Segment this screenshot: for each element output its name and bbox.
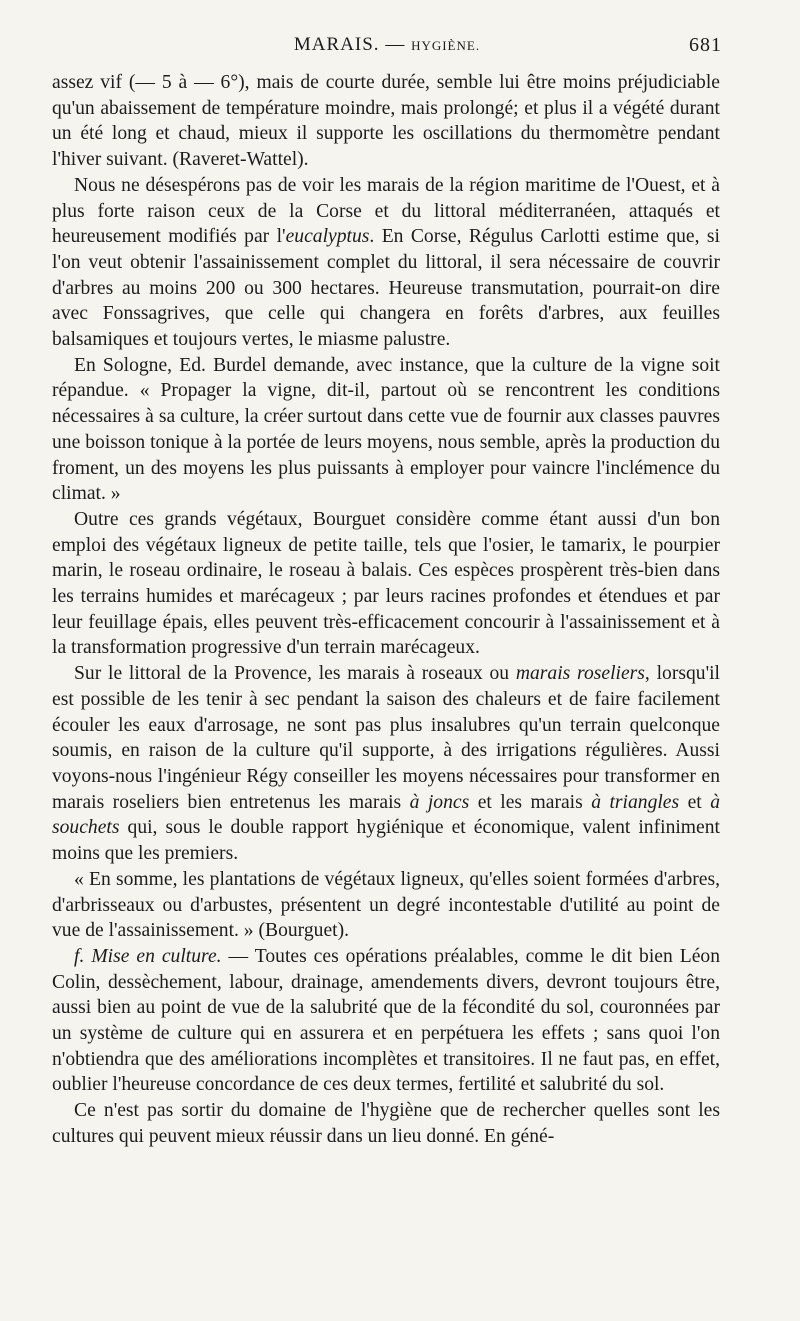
paragraph-8 bbox=[52, 1098, 720, 1149]
paragraph-4 bbox=[52, 507, 720, 661]
paragraph-5-italic-2: à joncs bbox=[409, 791, 470, 813]
paragraph-3 bbox=[52, 353, 720, 507]
body-text bbox=[52, 70, 720, 1150]
section-title: HYGIÈNE. bbox=[411, 38, 481, 53]
paragraph-2-text-b: . En Corse, Régulus Carlotti estime que, si l'on veut obtenir l'assainissement complet du littoral, il sera nécessaire de couvrir d'arbres au moins 200 ou 300 hectares. Heureuse transmutation, pourrait-on dire avec Fonssagrives, que celle qui changera en forêts d'arbres, aux feuilles balsamiques et toujours vertes, le miasme palustre. bbox=[52, 226, 720, 351]
paragraph-5-text-b: , lorsqu'il est possible de les tenir à sec pendant la saison des chaleurs et de faire facilement écouler les eaux d'arrosage, ne sont pas plus insalubres qu'un terrain quelconque soumis, en raison de la culture qu'il supporte, à des irrigations régulières. Aussi voyons-nous l'ingénieur Régy conseiller les moyens nécessaires pour transformer en marais roseliers bien entretenus les marais bbox=[52, 663, 721, 813]
paragraph-5-text-d: et bbox=[679, 791, 711, 813]
paragraph-3-text: En Sologne, Ed. Burdel demande, avec instance, que la culture de la vigne soit répandue. « Propager la vigne, dit-il, partout où se rencontrent les conditions nécessaires à sa culture, la créer surtout dans cette vue de fournir aux classes pauvres une boisson tonique à la portée de leurs moyens, nous semble, après la production du froment, un des moyens les plus puissants à employer pour vaincre l'inclémence du climat. » bbox=[52, 354, 720, 505]
paragraph-4-text: Outre ces grands végétaux, Bourguet considère comme étant aussi d'un bon emploi des végétaux ligneux de petite taille, tels que l'osier, le tamarix, le pourpier marin, le roseau ordinaire, le roseau à balais. Ces espèces prospèrent très-bien dans les terrains humides et marécageux ; par leurs racines profondes et étendues et par leur feuillage épais, elles peuvent très-efficacement concourir à l'assainissement et à la transformation progressive d'un terrain marécageux. bbox=[52, 508, 720, 659]
paragraph-7 bbox=[52, 944, 720, 1098]
paragraph-6-text: « En somme, les plantations de végétaux ligneux, qu'elles soient formées d'arbres, d'arbrisseaux ou d'arbustes, présentent un degré incontestable d'utilité au point de vue de l'assainissement. » (Bourguet). bbox=[52, 868, 720, 942]
paragraph-1 bbox=[52, 70, 720, 173]
paragraph-5 bbox=[52, 661, 720, 867]
title-dash: — bbox=[385, 34, 406, 55]
running-head-title bbox=[52, 34, 722, 56]
paragraph-5-italic-3: à triangles bbox=[591, 791, 680, 813]
page-number: 681 bbox=[689, 34, 722, 56]
paragraph-7-text: — Toutes ces opérations préalables, comme le dit bien Léon Colin, dessèchement, labour, drainage, amendements divers, devront toujours être, aussi bien au point de vue de la salubrité que de la fécondité du sol, couronnées par un système de culture qui en assurera et en perpétuera les effets ; sans quoi l'on n'obtiendra que des améliorations incomplètes et transitoires. Il ne faut pas, en effet, oublier l'heureuse concordance de ces deux termes, fertilité et salubrité du sol. bbox=[52, 945, 720, 1096]
paragraph-5-italic-1: marais roseliers bbox=[515, 663, 645, 685]
paragraph-5-italic-4: à souchets bbox=[52, 791, 720, 839]
paragraph-5-text-a: Sur le littoral de la Provence, les marais à roseaux ou bbox=[74, 663, 516, 685]
paragraph-2-text-a: Nous ne désespérons pas de voir les marais de la région maritime de l'Ouest, et à plus forte raison ceux de la Corse et du littoral méditerranéen, attaqués et heureusement modifiés par l' bbox=[52, 174, 720, 248]
paragraph-5-text-e: qui, sous le double rapport hygiénique et économique, valent infiniment moins que les premiers. bbox=[52, 817, 720, 865]
paragraph-5-text-c: et les marais bbox=[469, 791, 592, 813]
paragraph-8-text: Ce n'est pas sortir du domaine de l'hygiène que de rechercher quelles sont les cultures qui peuvent mieux réussir dans un lieu donné. En géné- bbox=[52, 1100, 720, 1147]
paragraph-2-italic: eucalyptus bbox=[285, 226, 370, 248]
paragraph-2 bbox=[52, 173, 720, 353]
chapter-title: MARAIS. bbox=[293, 34, 380, 55]
paragraph-6 bbox=[52, 867, 720, 944]
paragraph-1-text: assez vif (— 5 à — 6°), mais de courte durée, semble lui être moins préjudiciable qu'un abaissement de température moindre, mais prolongé; et plus il a végété durant un été long et chaud, mieux il supporte les oscillations du thermomètre pendant l'hiver suivant. (Raveret-Wattel). bbox=[52, 72, 720, 171]
section-heading-mise-en-culture: f. Mise en culture. bbox=[74, 945, 222, 967]
running-head bbox=[52, 34, 722, 64]
